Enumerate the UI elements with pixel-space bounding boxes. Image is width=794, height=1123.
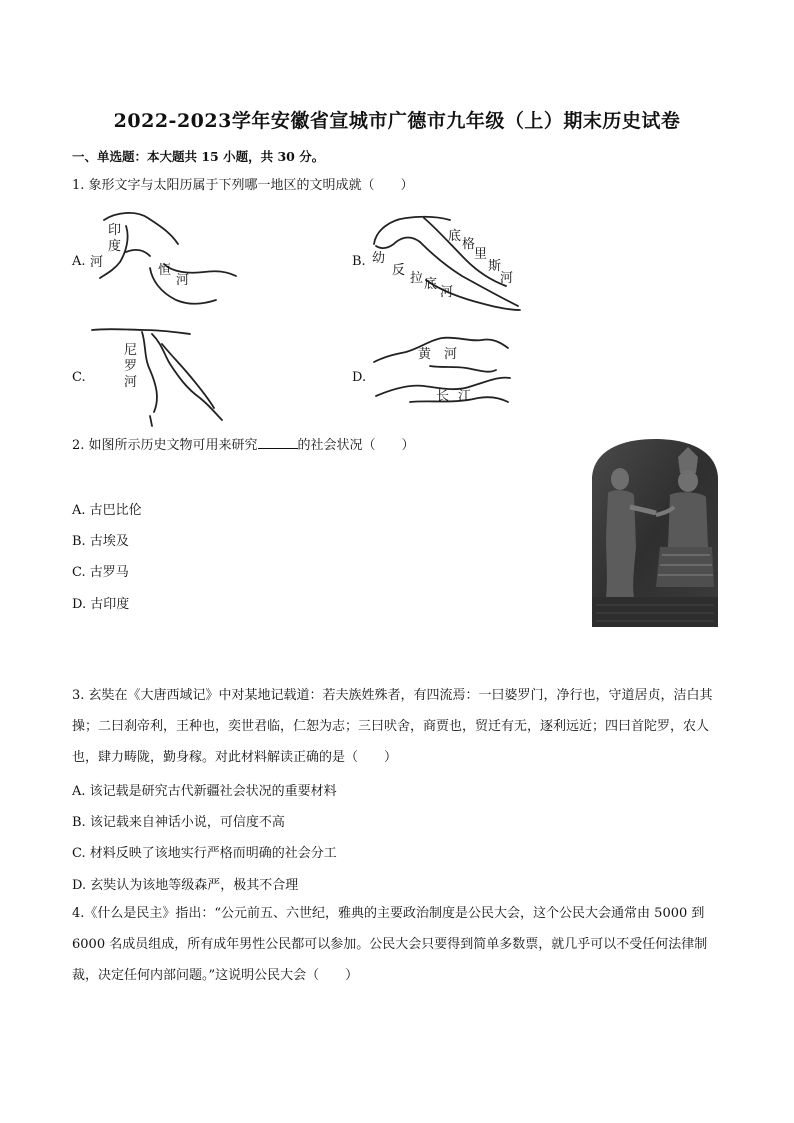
q1-option-a-letter[interactable]: A.: [72, 254, 86, 269]
question-4-text: 4.《什么是民主》指出：“公元前五、六世纪，雅典的主要政治制度是公民大会，这个公民大会通常由 5000 到 6000 名成员组成，所有成年男性公民都可以参加。公民大会只要得到简单多数票，就几乎可以不受任何法律制裁，决定任何内部问题。”这说明公民大会（ ）: [72, 906, 708, 983]
q1-option-c-letter[interactable]: C.: [72, 370, 86, 385]
q3-option-a[interactable]: A. 该记载是研究古代新疆社会状况的重要材料: [72, 784, 337, 799]
q1-option-d-map: [370, 326, 520, 416]
q1-c-label-1: 罗: [124, 359, 138, 374]
hammurabi-stele-image: [590, 437, 720, 627]
q1-b-label-0: 底: [448, 229, 462, 244]
q1-b-label-4: 河: [500, 271, 514, 286]
q1-a-label-2: 河: [90, 255, 104, 270]
q1-c-label-0: 尼: [124, 343, 138, 358]
q2-option-b[interactable]: B. 古埃及: [72, 534, 129, 549]
q3-option-d[interactable]: D. 玄奘认为该地等级森严，极其不合理: [72, 878, 299, 893]
q1-option-a-map: [86, 208, 246, 318]
q1-d-label-1: 河: [444, 347, 458, 362]
q1-b-label-2: 里: [474, 247, 488, 262]
q1-b-label-1: 格: [462, 237, 476, 252]
q1-a-label-4: 河: [176, 273, 190, 288]
page-title: 2022-2023学年安徽省宣城市广德市九年级（上）期末历史试卷: [113, 110, 681, 132]
q1-option-c-map: [90, 324, 240, 429]
q1-b-label-3: 斯: [488, 259, 502, 274]
q1-c-label-2: 河: [124, 375, 138, 390]
question-1-text: 1. 象形文字与太阳历属于下列哪一地区的文明成就（ ）: [72, 178, 414, 193]
q1-a-label-0: 印: [108, 223, 122, 238]
q1-b-label-7: 拉: [410, 271, 424, 286]
q1-option-b-map: [366, 210, 526, 320]
q1-d-label-0: 黄: [418, 347, 432, 362]
q2-option-d[interactable]: D. 古印度: [72, 597, 130, 612]
question-3-text: 3. 玄奘在《大唐西域记》中对某地记载道：若夫族姓殊者，有四流焉：一曰婆罗门，净行也，守道居贞，洁白其操；二曰刹帝利，王种也，奕世君临，仁恕为志；三曰吠舍，商贾也，贸迁有无，逐利远近；四曰首陀罗，农人也，肆力畴陇，勤身稼。对此材料解读正确的是（ ）: [72, 688, 713, 765]
q1-d-label-3: 江: [458, 389, 472, 404]
section-heading: 一、单选题：本大题共 15 小题，共 30 分。: [72, 149, 325, 164]
q2-option-a[interactable]: A. 古巴比伦: [72, 503, 142, 518]
q1-b-label-5: 幼: [372, 251, 386, 266]
q1-a-label-1: 度: [108, 239, 122, 254]
q1-b-label-8: 底: [424, 277, 438, 292]
q2-option-c[interactable]: C. 古罗马: [72, 565, 129, 580]
q3-option-c[interactable]: C. 材料反映了该地实行严格而明确的社会分工: [72, 846, 337, 861]
q1-d-label-2: 长: [436, 389, 450, 404]
q3-option-b[interactable]: B. 该记载来自神话小说，可信度不高: [72, 815, 285, 830]
question-2-text: 2. 如图所示历史文物可用来研究 的社会状况（ ）: [72, 438, 415, 453]
q1-b-label-6: 反: [392, 263, 406, 278]
q1-b-label-9: 河: [440, 285, 454, 300]
answer-blank: [258, 436, 298, 449]
q1-a-label-3: 恒: [158, 263, 172, 278]
